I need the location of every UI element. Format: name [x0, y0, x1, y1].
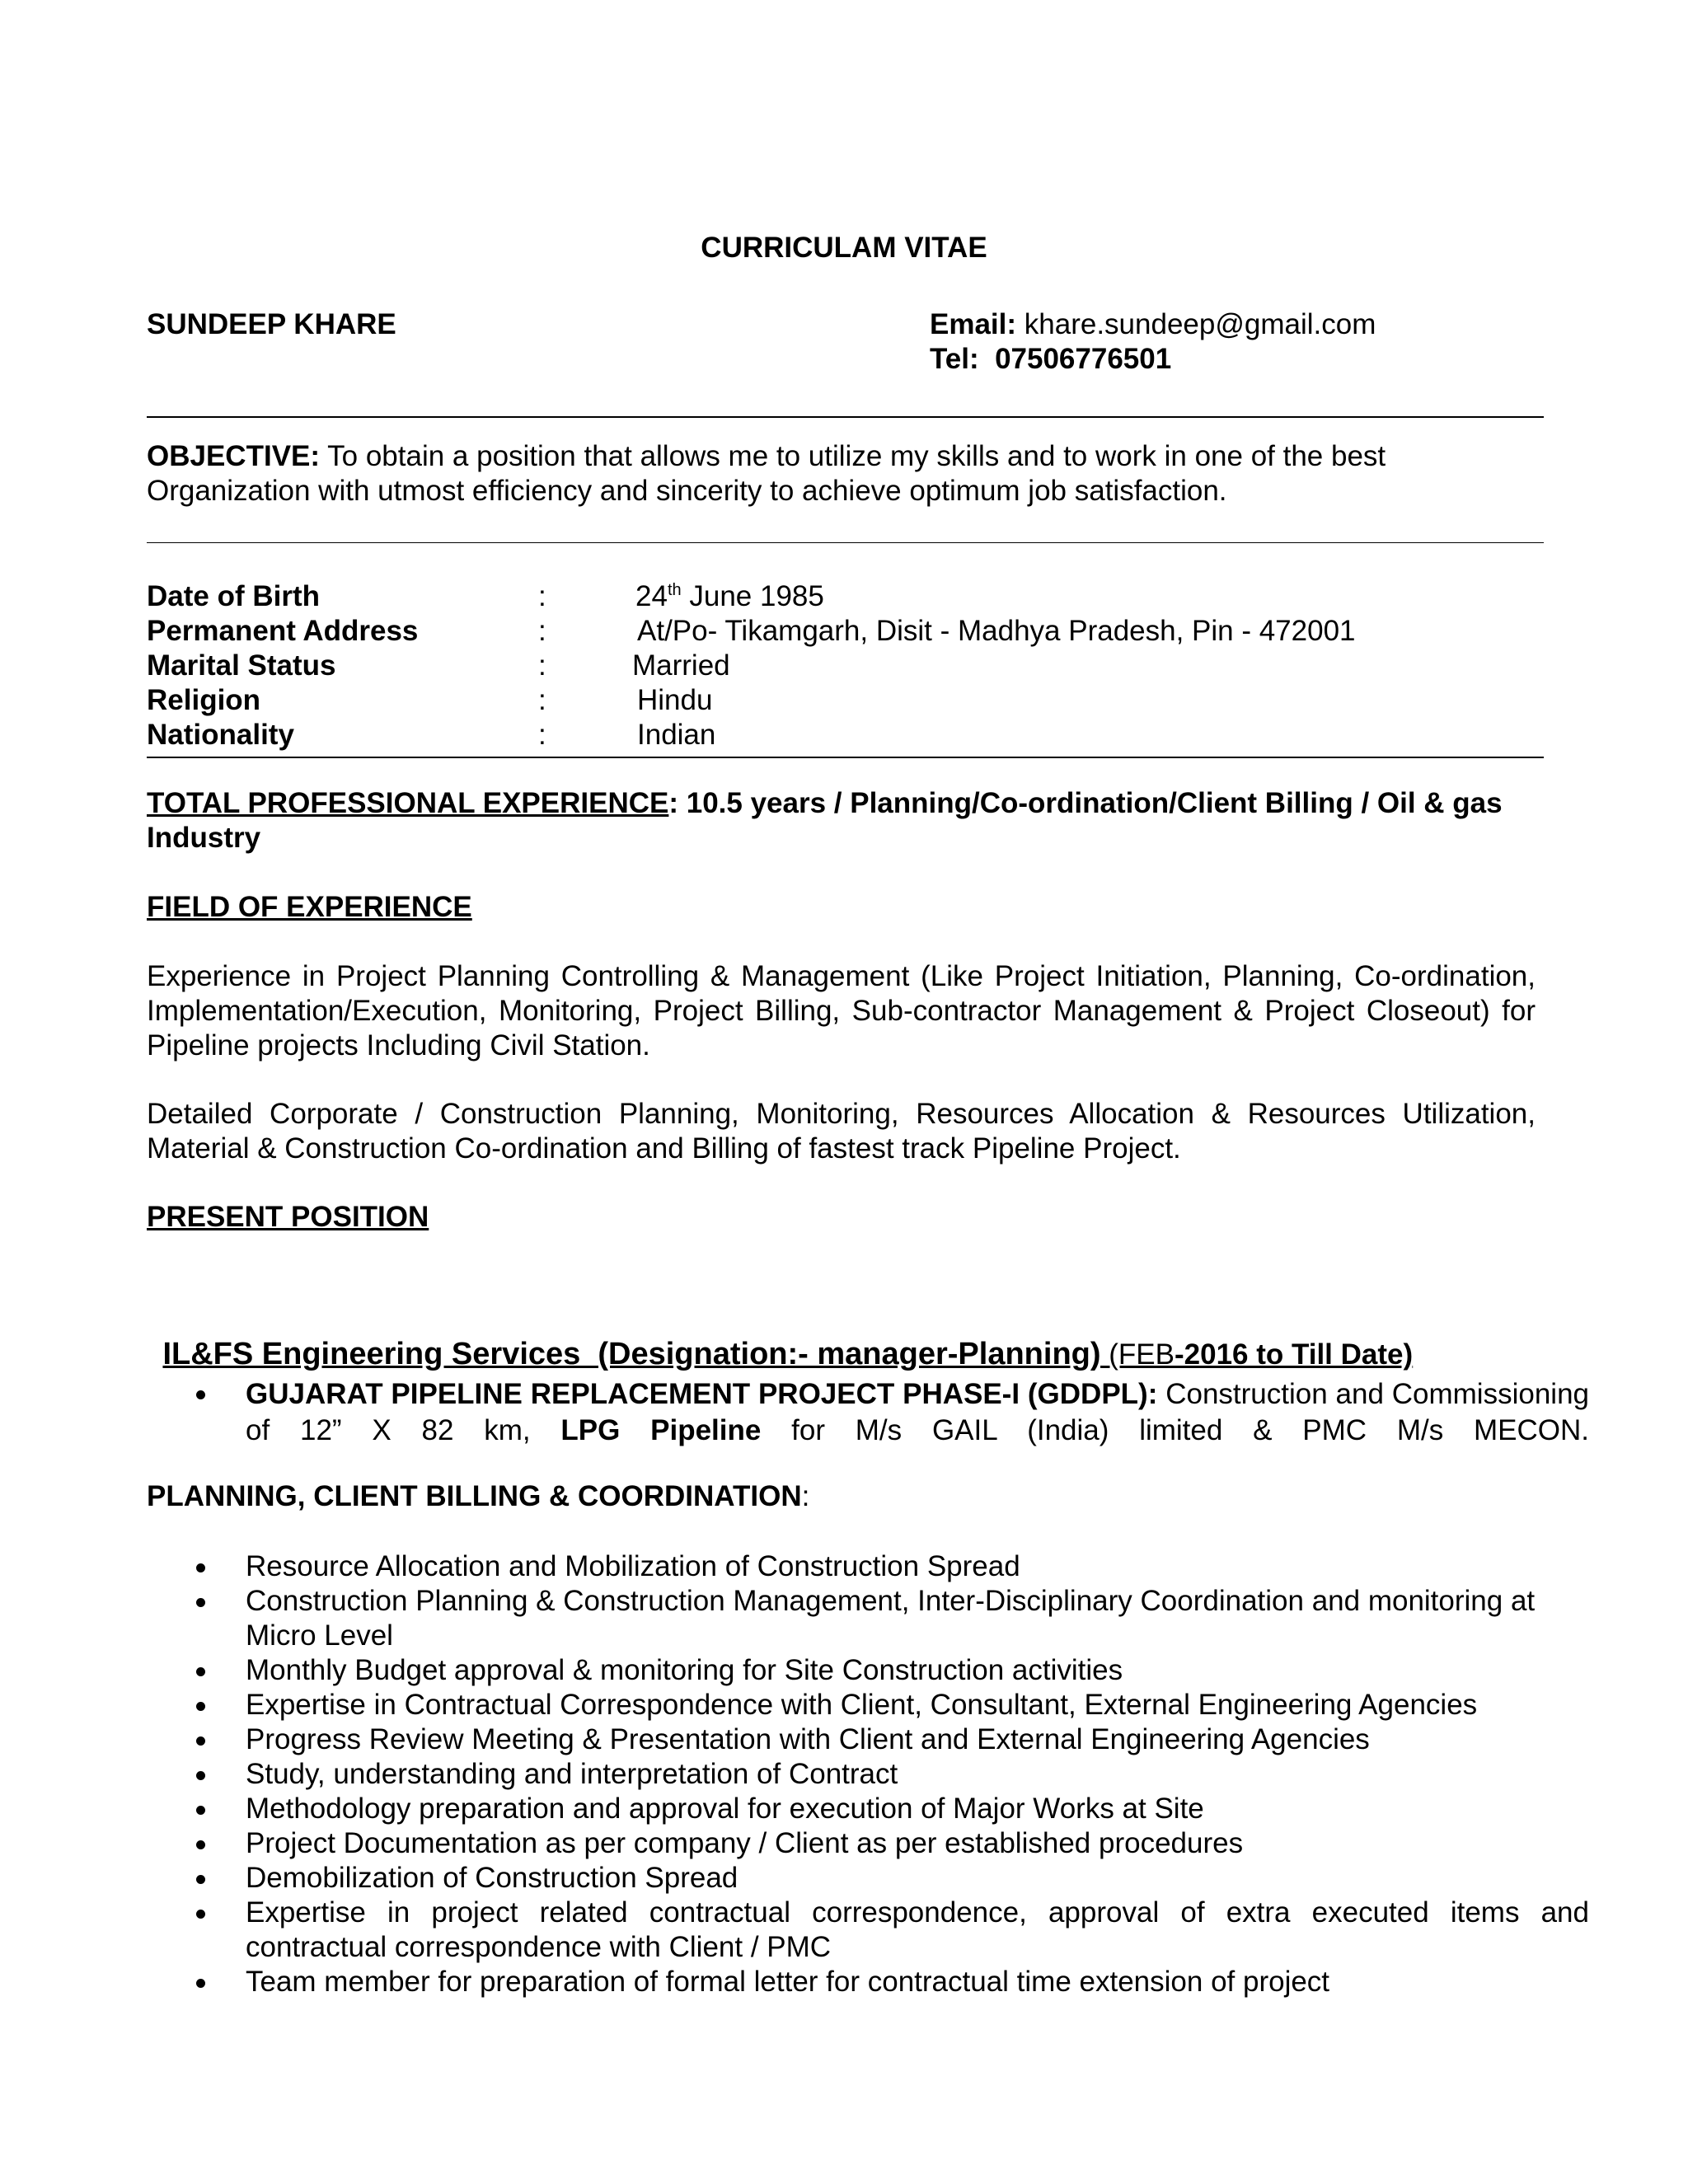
personal-row-address: [147, 614, 1548, 649]
planning-heading: PLANNING, CLIENT BILLING & COORDINATION: [147, 1480, 802, 1512]
project-title: GUJARAT PIPELINE REPLACEMENT PROJECT PHASE-I (GDDPL):: [246, 1378, 1158, 1410]
bullet-icon: [196, 1667, 205, 1676]
personal-row-nationality: [147, 718, 1548, 752]
planning-item-text: Progress Review Meeting & Presentation with Client and External Engineering Agencies: [246, 1723, 1370, 1755]
planning-item: [147, 1549, 1589, 1584]
objective-section: [147, 439, 1449, 509]
field-paragraph-1: Experience in Project Planning Controlling & Management (Like Project Initiation, Planning, Co-ordination, Implementation/Execution, Monitoring, Project Billing, Sub-contractor Management & Project Closeout) for Pipeline projects Including Civil Station.: [147, 960, 1536, 1062]
email-line: [930, 307, 1376, 342]
email-label: Email:: [930, 308, 1017, 340]
dob-label: Date of Birth: [147, 580, 320, 612]
planning-item: [147, 1896, 1589, 1965]
planning-item: [147, 1861, 1589, 1896]
bullet-icon: [196, 1771, 205, 1780]
colon: :: [538, 649, 546, 682]
bullet-icon: [196, 1840, 205, 1849]
religion-label: Religion: [147, 684, 261, 716]
planning-item-text: Construction Planning & Construction Management, Inter-Disciplinary Coordination and monitoring at Micro Level: [246, 1585, 1536, 1652]
nationality-label: Nationality: [147, 719, 294, 751]
planning-item: [147, 1757, 1589, 1792]
marital-value: Married: [632, 649, 730, 682]
personal-row-dob: [147, 579, 1548, 614]
present-heading: PRESENT POSITION: [147, 1201, 429, 1233]
project-text: Construction and Commissioning of 12” X 82 km,: [246, 1378, 1589, 1446]
planning-item: [147, 1584, 1589, 1653]
planning-item: [147, 1688, 1589, 1722]
planning-item-text: Study, understanding and interpretation of Contract: [246, 1758, 898, 1790]
address-value: At/Po- Tikamgarh, Disit - Madhya Pradesh, Pin - 472001: [637, 615, 1356, 647]
bullet-icon: [196, 1736, 205, 1746]
objective-text: To obtain a position that allows me to utilize my skills and to work in one of the best Organization with utmost efficiency and sincerity to achieve optimum job satisfaction.: [147, 440, 1386, 507]
bullet-icon: [196, 1806, 205, 1815]
planning-heading-line: [147, 1479, 809, 1514]
address-label: Permanent Address: [147, 615, 419, 647]
colon: :: [538, 615, 546, 647]
divider-top: [147, 416, 1544, 418]
planning-item-text: Team member for preparation of formal letter for contractual time extension of project: [246, 1966, 1330, 1998]
bullet-icon: [196, 1598, 205, 1607]
project-list: [147, 1376, 1589, 1449]
planning-item-text: Monthly Budget approval & monitoring for Site Construction activities: [246, 1654, 1123, 1686]
planning-item: [147, 1653, 1589, 1688]
planning-list: [147, 1549, 1589, 1999]
project-item: [147, 1376, 1589, 1449]
bullet-icon: [196, 1563, 205, 1572]
planning-item: [147, 1826, 1589, 1861]
planning-item-text: Demobilization of Construction Spread: [246, 1862, 738, 1894]
planning-item-text: Methodology preparation and approval for execution of Major Works at Site: [246, 1793, 1204, 1825]
total-experience-label: TOTAL PROFESSIONAL EXPERIENCE: [147, 787, 669, 819]
document-title: CURRICULAM VITAE: [701, 232, 987, 264]
objective-label: OBJECTIVE:: [147, 440, 321, 472]
project-client: for M/s GAIL (India) limited & PMC M/s MECON.: [761, 1414, 1589, 1446]
period-end: -2016 to Till Date): [1174, 1338, 1414, 1371]
planning-item: [147, 1965, 1589, 1999]
colon: :: [538, 684, 546, 716]
field-heading: FIELD OF EXPERIENCE: [147, 891, 472, 923]
company-designation: IL&FS Engineering Services (Designation:- manager-Planning): [162, 1337, 1101, 1371]
planning-heading-colon: :: [801, 1480, 810, 1512]
planning-item-text: Expertise in Contractual Correspondence with Client, Consultant, External Engineering Agencies: [246, 1689, 1478, 1721]
divider-objective: [147, 542, 1544, 543]
religion-value: Hindu: [637, 684, 713, 716]
email-address[interactable]: khare.sundeep@gmail.com: [1024, 308, 1376, 340]
planning-item: [147, 1722, 1589, 1757]
colon: :: [538, 580, 546, 612]
nationality-value: Indian: [637, 719, 716, 751]
total-experience: [147, 786, 1515, 855]
bullet-icon: [196, 1390, 205, 1399]
planning-item-text: Expertise in project related contractual correspondence, approval of extra executed items and contractual correspondence with Client / PMC: [246, 1896, 1589, 1963]
total-experience-text: : 10.5 years / Planning/Co-ordination/Client Billing / Oil & gas Industry: [147, 787, 1503, 854]
project-pipeline: LPG Pipeline: [560, 1414, 762, 1446]
bullet-icon: [196, 1702, 205, 1711]
phone-number: Tel: 07506776501: [930, 343, 1172, 375]
period-start: (FEB: [1100, 1338, 1175, 1371]
candidate-name: SUNDEEP KHARE: [147, 308, 396, 340]
bullet-icon: [196, 1979, 205, 1988]
personal-row-religion: [147, 683, 1548, 718]
divider-personal: [147, 757, 1544, 758]
personal-row-marital: [147, 649, 1548, 683]
colon: :: [538, 719, 546, 751]
dob-value: 24th June 1985: [635, 580, 824, 612]
bullet-icon: [196, 1875, 205, 1884]
planning-item: [147, 1792, 1589, 1826]
marital-label: Marital Status: [147, 649, 336, 682]
company-line: [147, 1302, 1413, 1372]
field-paragraph-2: Detailed Corporate / Construction Planning, Monitoring, Resources Allocation & Resources Utilization, Material & Construction Co-ordination and Billing of fastest track Pipeline Project.: [147, 1098, 1536, 1165]
bullet-icon: [196, 1910, 205, 1919]
planning-item-text: Resource Allocation and Mobilization of Construction Spread: [246, 1550, 1020, 1582]
planning-item-text: Project Documentation as per company / Client as per established procedures: [246, 1827, 1244, 1859]
